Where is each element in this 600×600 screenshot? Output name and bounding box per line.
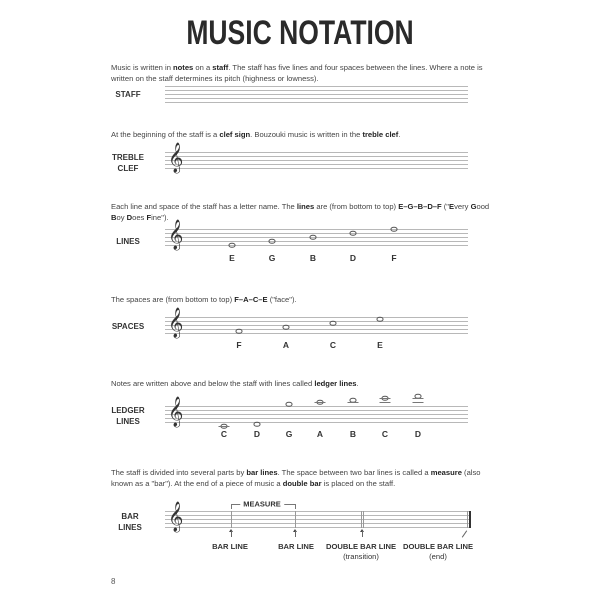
plain-staff: [165, 86, 468, 103]
clef-paragraph: At the beginning of the staff is a clef sign. Bouzouki music is written in the treble clef.: [111, 130, 401, 139]
arrow-diagonal: [462, 530, 467, 537]
lines-staff: [165, 229, 468, 246]
ledger-line: [380, 398, 391, 399]
treble-clef-icon: 𝄞: [168, 397, 184, 427]
note-name-label: E: [377, 340, 383, 350]
double-bar-line-transition: [363, 511, 364, 528]
arrow-shaft: [295, 531, 296, 537]
note-name-label: G: [268, 253, 276, 263]
arrow-shaft: [362, 531, 363, 537]
treble-clef-icon: 𝄞: [168, 502, 184, 532]
ledger-paragraph: Notes are written above and below the staff with lines called ledger lines.: [111, 379, 359, 388]
bar-line-caption: BAR LINE: [278, 542, 314, 551]
ledger-staff: [165, 406, 468, 423]
note-name-label: A: [282, 340, 290, 350]
ledger-line: [413, 398, 424, 399]
note-name-label: F: [391, 253, 397, 263]
page-title: MUSIC NOTATION: [186, 14, 414, 52]
whole-note-icon: [350, 231, 357, 236]
bar-lines-label: BAR LINES: [118, 512, 142, 532]
note-name-label: F: [236, 340, 242, 350]
staff-label: STAFF: [115, 90, 141, 99]
whole-note-icon: [391, 227, 398, 232]
double-bar-line-end-thick: [469, 511, 471, 528]
double-bar-line-end-thin: [467, 511, 468, 528]
ledger-line: [413, 402, 424, 403]
ledger-lines-label: LEDGER LINES: [111, 406, 145, 426]
bar-line-caption: BAR LINE: [212, 542, 248, 551]
bar-line: [231, 511, 232, 528]
note-name-label: D: [414, 429, 422, 439]
arrow-shaft: [231, 531, 232, 537]
intro-paragraph: Music is written in notes on a staff. The staff has five lines and four spaces between the lines. Where a note is written on the staff determines its pitch (highness or lowness).: [111, 63, 483, 83]
whole-note-icon: [269, 239, 276, 244]
whole-note-icon: [254, 422, 261, 427]
note-name-label: C: [329, 340, 337, 350]
whole-note-icon: [286, 402, 293, 407]
lines-label: LINES: [116, 237, 140, 246]
whole-note-icon: [236, 329, 243, 334]
whole-note-icon: [283, 325, 290, 330]
note-name-label: E: [229, 253, 235, 263]
treble-clef-icon: 𝄞: [168, 220, 184, 250]
note-name-label: B: [309, 253, 317, 263]
treble-staff: [165, 152, 468, 169]
bars-staff: [165, 511, 470, 528]
treble-clef-icon: 𝄞: [168, 308, 184, 338]
note-name-label: C: [220, 429, 228, 439]
note-name-label: A: [316, 429, 324, 439]
note-name-label: C: [381, 429, 389, 439]
whole-note-icon: [229, 243, 236, 248]
spaces-paragraph: The spaces are (from bottom to top) F–A–C–E ("face").: [111, 295, 297, 304]
whole-note-icon: [377, 317, 384, 322]
ledger-line: [348, 402, 359, 403]
measure-label: MEASURE: [240, 500, 284, 509]
ledger-line: [219, 426, 230, 427]
whole-note-icon: [330, 321, 337, 326]
note-name-label: D: [349, 253, 357, 263]
spaces-staff: [165, 317, 468, 334]
double-bar-transition-caption: DOUBLE BAR LINE (transition): [325, 542, 397, 561]
bars-paragraph: The staff is divided into several parts by bar lines. The space between two bar lines is called a measure (also known as a "bar"). At the end of a piece of music a double bar is placed on the staff.: [111, 468, 481, 488]
double-bar-line-transition: [361, 511, 362, 528]
note-name-label: D: [253, 429, 261, 439]
spaces-label: SPACES: [111, 322, 145, 331]
ledger-line: [315, 402, 326, 403]
page-number: 8: [111, 577, 116, 586]
note-name-label: G: [285, 429, 293, 439]
bar-line: [295, 511, 296, 528]
note-name-label: B: [349, 429, 357, 439]
ledger-line: [380, 402, 391, 403]
treble-clef-label: TREBLE CLEF: [112, 153, 144, 173]
whole-note-icon: [310, 235, 317, 240]
lines-paragraph: Each line and space of the staff has a letter name. The lines are (from bottom to top) E–G–B–D–F ("Every Good Boy Does Fine").: [111, 202, 490, 222]
treble-clef-icon: 𝄞: [168, 143, 184, 173]
double-bar-end-caption: DOUBLE BAR LINE (end): [402, 542, 474, 561]
